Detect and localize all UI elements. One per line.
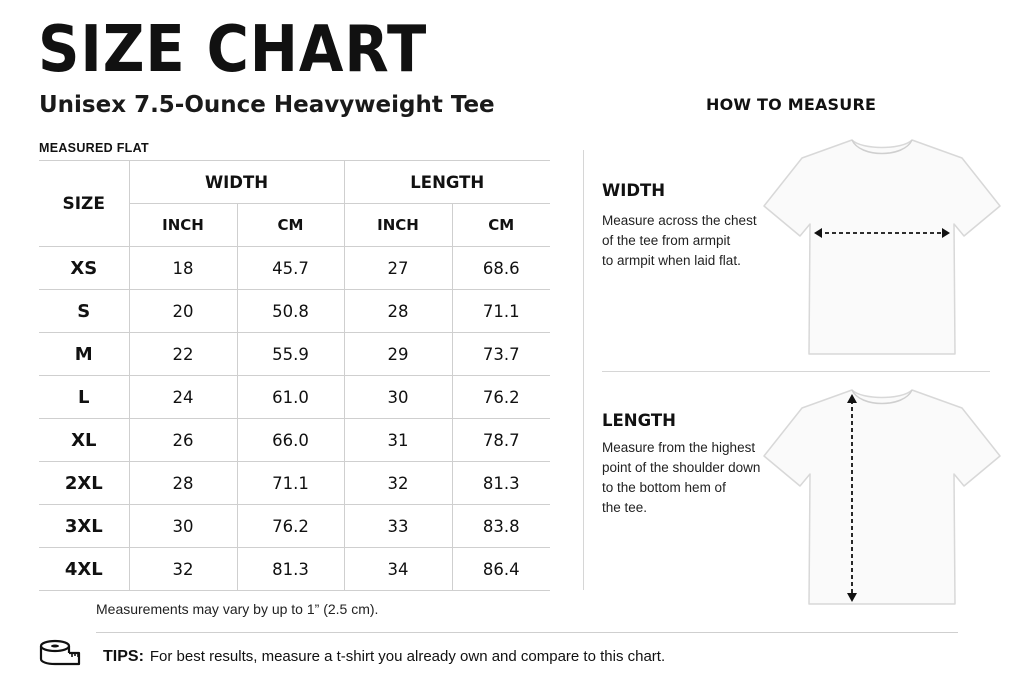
length-cm-cell: 83.8	[452, 505, 550, 548]
section-divider-horizontal	[602, 371, 990, 372]
measured-flat-label: MEASURED FLAT	[39, 141, 149, 155]
width-inch-cell: 18	[129, 247, 237, 290]
size-cell: XL	[39, 419, 129, 462]
length-inch-cell: 27	[344, 247, 452, 290]
width-inch-cell: 20	[129, 290, 237, 333]
width-cm-cell: 55.9	[237, 333, 344, 376]
width-inch-cell: 22	[129, 333, 237, 376]
page-title: SIZE CHART	[38, 13, 428, 87]
section-divider-vertical	[583, 150, 584, 590]
size-cell: 4XL	[39, 548, 129, 591]
length-cm-cell: 86.4	[452, 548, 550, 591]
width-cm-cell: 50.8	[237, 290, 344, 333]
length-cm-header: CM	[452, 204, 550, 247]
table-row	[39, 548, 550, 591]
width-inch-cell: 26	[129, 419, 237, 462]
how-to-measure-title: HOW TO MEASURE	[706, 95, 877, 114]
width-cm-cell: 71.1	[237, 462, 344, 505]
width-inch-cell: 30	[129, 505, 237, 548]
tips-text: For best results, measure a t-shirt you already own and compare to this chart.	[149, 648, 666, 665]
width-instructions: Measure across the chest of the tee from armpit to armpit when laid flat.	[602, 213, 757, 268]
width-inch-cell: 32	[129, 548, 237, 591]
tips-line	[103, 648, 665, 666]
length-cm-cell: 76.2	[452, 376, 550, 419]
length-inch-cell: 28	[344, 290, 452, 333]
tshirt-width-illustration	[762, 136, 1002, 358]
length-inch-cell: 29	[344, 333, 452, 376]
width-inch-header: INCH	[129, 204, 237, 247]
size-cell: M	[39, 333, 129, 376]
size-cell: XS	[39, 247, 129, 290]
length-inch-cell: 34	[344, 548, 452, 591]
width-cm-cell: 45.7	[237, 247, 344, 290]
size-cell: S	[39, 290, 129, 333]
tshirt-length-illustration	[762, 386, 1002, 608]
table-row	[39, 419, 550, 462]
size-cell: L	[39, 376, 129, 419]
length-inch-cell: 31	[344, 419, 452, 462]
size-column-header: SIZE	[39, 161, 129, 247]
length-instructions: Measure from the highest point of the shoulder down to the bottom hem of the tee.	[602, 440, 761, 515]
length-heading: LENGTH	[602, 411, 676, 430]
width-cm-cell: 61.0	[237, 376, 344, 419]
size-cell: 3XL	[39, 505, 129, 548]
length-inch-cell: 30	[344, 376, 452, 419]
width-column-header: WIDTH	[129, 161, 344, 204]
length-cm-cell: 81.3	[452, 462, 550, 505]
table-row	[39, 505, 550, 548]
product-subtitle: Unisex 7.5-Ounce Heavyweight Tee	[39, 92, 495, 118]
length-cm-cell: 68.6	[452, 247, 550, 290]
size-cell: 2XL	[39, 462, 129, 505]
table-row	[39, 333, 550, 376]
table-row	[39, 376, 550, 419]
width-heading: WIDTH	[602, 181, 666, 200]
width-cm-cell: 81.3	[237, 548, 344, 591]
length-inch-header: INCH	[344, 204, 452, 247]
measuring-tape-icon	[38, 637, 84, 671]
measurement-variance-note: Measurements may vary by up to 1” (2.5 cm).	[96, 601, 379, 617]
length-inch-cell: 33	[344, 505, 452, 548]
length-column-header: LENGTH	[344, 161, 550, 204]
tips-label: TIPS:	[103, 648, 144, 665]
width-inch-cell: 28	[129, 462, 237, 505]
size-chart-table	[39, 160, 550, 591]
width-cm-cell: 76.2	[237, 505, 344, 548]
table-row	[39, 462, 550, 505]
width-cm-header: CM	[237, 204, 344, 247]
table-row	[39, 247, 550, 290]
table-row	[39, 290, 550, 333]
width-inch-cell: 24	[129, 376, 237, 419]
width-cm-cell: 66.0	[237, 419, 344, 462]
length-cm-cell: 78.7	[452, 419, 550, 462]
length-inch-cell: 32	[344, 462, 452, 505]
footer-divider	[96, 632, 958, 633]
length-cm-cell: 73.7	[452, 333, 550, 376]
table-header-row	[39, 161, 550, 204]
length-cm-cell: 71.1	[452, 290, 550, 333]
